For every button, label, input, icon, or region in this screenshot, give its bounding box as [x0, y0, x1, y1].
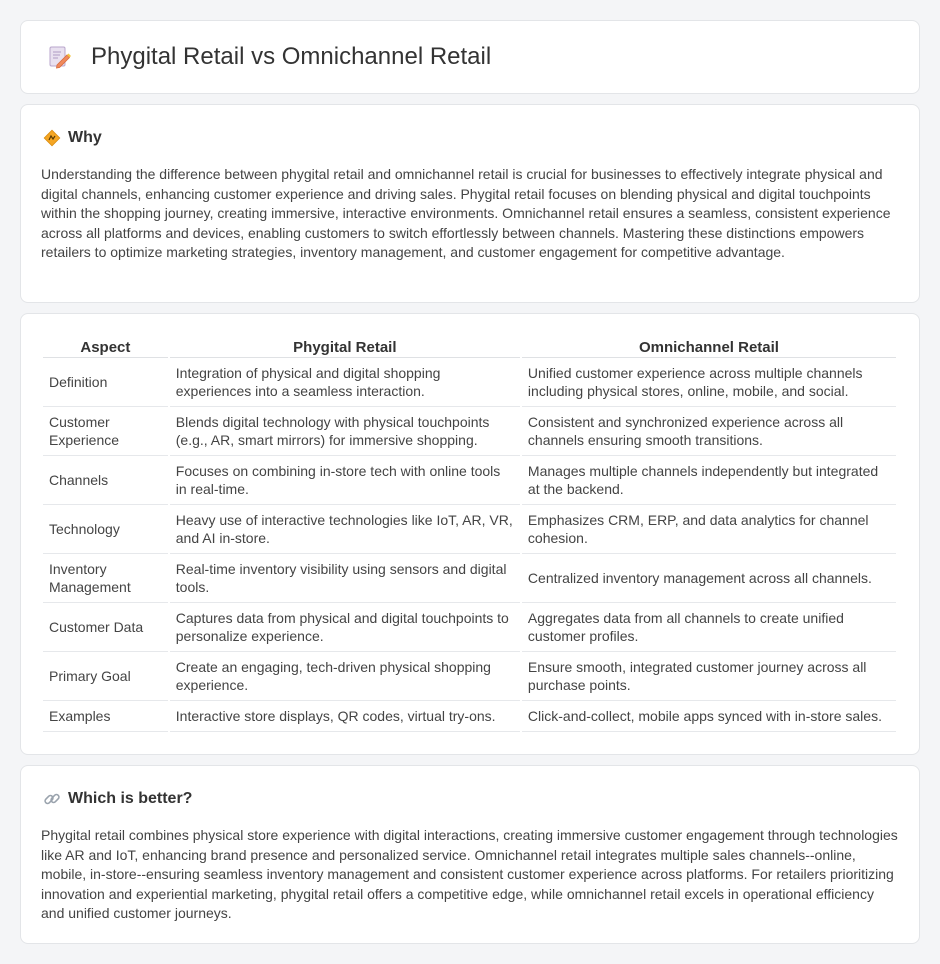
- phygital-cell: Create an engaging, tech-driven physical shopping experience.: [170, 652, 520, 701]
- which-is-better-section: [20, 765, 920, 944]
- table-row: [43, 456, 896, 505]
- which-is-better-text: Phygital retail combines physical store experience with digital interactions, creating immersive customer engagement through technologies like AR and IoT, enhancing brand presence and personalized service. Omnichannel retail integrates multiple sales channels--online, mobile, in-store--ensuring seamless inventory management and consistent customer experience across platforms. For retailers prioritizing innovation and experiential marketing, phygital retail offers a competitive edge, while omnichannel retail excels in operational efficiency and unified customer journeys.: [41, 827, 898, 921]
- column-header-aspect: Aspect: [43, 334, 168, 358]
- omnichannel-cell: Centralized inventory management across all channels.: [522, 554, 896, 603]
- aspect-cell: Customer Experience: [43, 407, 168, 456]
- edit-document-icon: [47, 45, 71, 69]
- omnichannel-cell: Click-and-collect, mobile apps synced with in-store sales.: [522, 701, 896, 732]
- table-row: [43, 701, 896, 732]
- phygital-cell: Real-time inventory visibility using sensors and digital tools.: [170, 554, 520, 603]
- page-title: Phygital Retail vs Omnichannel Retail: [91, 43, 492, 70]
- why-text: Understanding the difference between phygital retail and omnichannel retail is crucial for businesses to effectively integrate physical and digital channels, enhancing customer experience and driving sales. Phygital retail focuses on blending physical and digital touchpoints within the shopping journey, creating immersive, interactive environments. Omnichannel retail ensures a seamless, consistent experience across all platforms and devices, enabling customers to switch effortlessly between channels. Mastering these distinctions empowers retailers to optimize marketing strategies, inventory management, and customer engagement for competitive advantage.: [41, 166, 891, 260]
- aspect-cell: Channels: [43, 456, 168, 505]
- aspect-cell: Customer Data: [43, 603, 168, 652]
- phygital-cell: Interactive store displays, QR codes, virtual try-ons.: [170, 701, 520, 732]
- aspect-cell: Definition: [43, 358, 168, 407]
- table-row: [43, 603, 896, 652]
- comparison-section: [20, 313, 920, 755]
- column-header-omnichannel: Omnichannel Retail: [522, 334, 896, 358]
- omnichannel-cell: Unified customer experience across multiple channels including physical stores, online, mobile, and social.: [522, 358, 896, 407]
- table-header-row: [43, 334, 896, 358]
- why-heading: Why: [68, 129, 102, 146]
- why-section: [20, 104, 920, 303]
- aspect-cell: Primary Goal: [43, 652, 168, 701]
- aspect-cell: Inventory Management: [43, 554, 168, 603]
- table-row: [43, 505, 896, 554]
- omnichannel-cell: Aggregates data from all channels to create unified customer profiles.: [522, 603, 896, 652]
- diamond-sign-icon: [43, 129, 61, 147]
- table-row: [43, 407, 896, 456]
- omnichannel-cell: Emphasizes CRM, ERP, and data analytics for channel cohesion.: [522, 505, 896, 554]
- link-icon: [43, 790, 61, 808]
- phygital-cell: Heavy use of interactive technologies like IoT, AR, VR, and AI in-store.: [170, 505, 520, 554]
- title-card: [20, 20, 920, 94]
- comparison-table: [41, 334, 898, 732]
- omnichannel-cell: Consistent and synchronized experience across all channels ensuring smooth transitions.: [522, 407, 896, 456]
- phygital-cell: Blends digital technology with physical touchpoints (e.g., AR, smart mirrors) for immersive shopping.: [170, 407, 520, 456]
- which-is-better-heading: Which is better?: [68, 790, 193, 807]
- column-header-phygital: Phygital Retail: [170, 334, 520, 358]
- aspect-cell: Technology: [43, 505, 168, 554]
- phygital-cell: Integration of physical and digital shopping experiences into a seamless interaction.: [170, 358, 520, 407]
- phygital-cell: Captures data from physical and digital touchpoints to personalize experience.: [170, 603, 520, 652]
- omnichannel-cell: Manages multiple channels independently but integrated at the backend.: [522, 456, 896, 505]
- omnichannel-cell: Ensure smooth, integrated customer journey across all purchase points.: [522, 652, 896, 701]
- aspect-cell: Examples: [43, 701, 168, 732]
- table-row: [43, 652, 896, 701]
- table-row: [43, 554, 896, 603]
- phygital-cell: Focuses on combining in-store tech with online tools in real-time.: [170, 456, 520, 505]
- table-row: [43, 358, 896, 407]
